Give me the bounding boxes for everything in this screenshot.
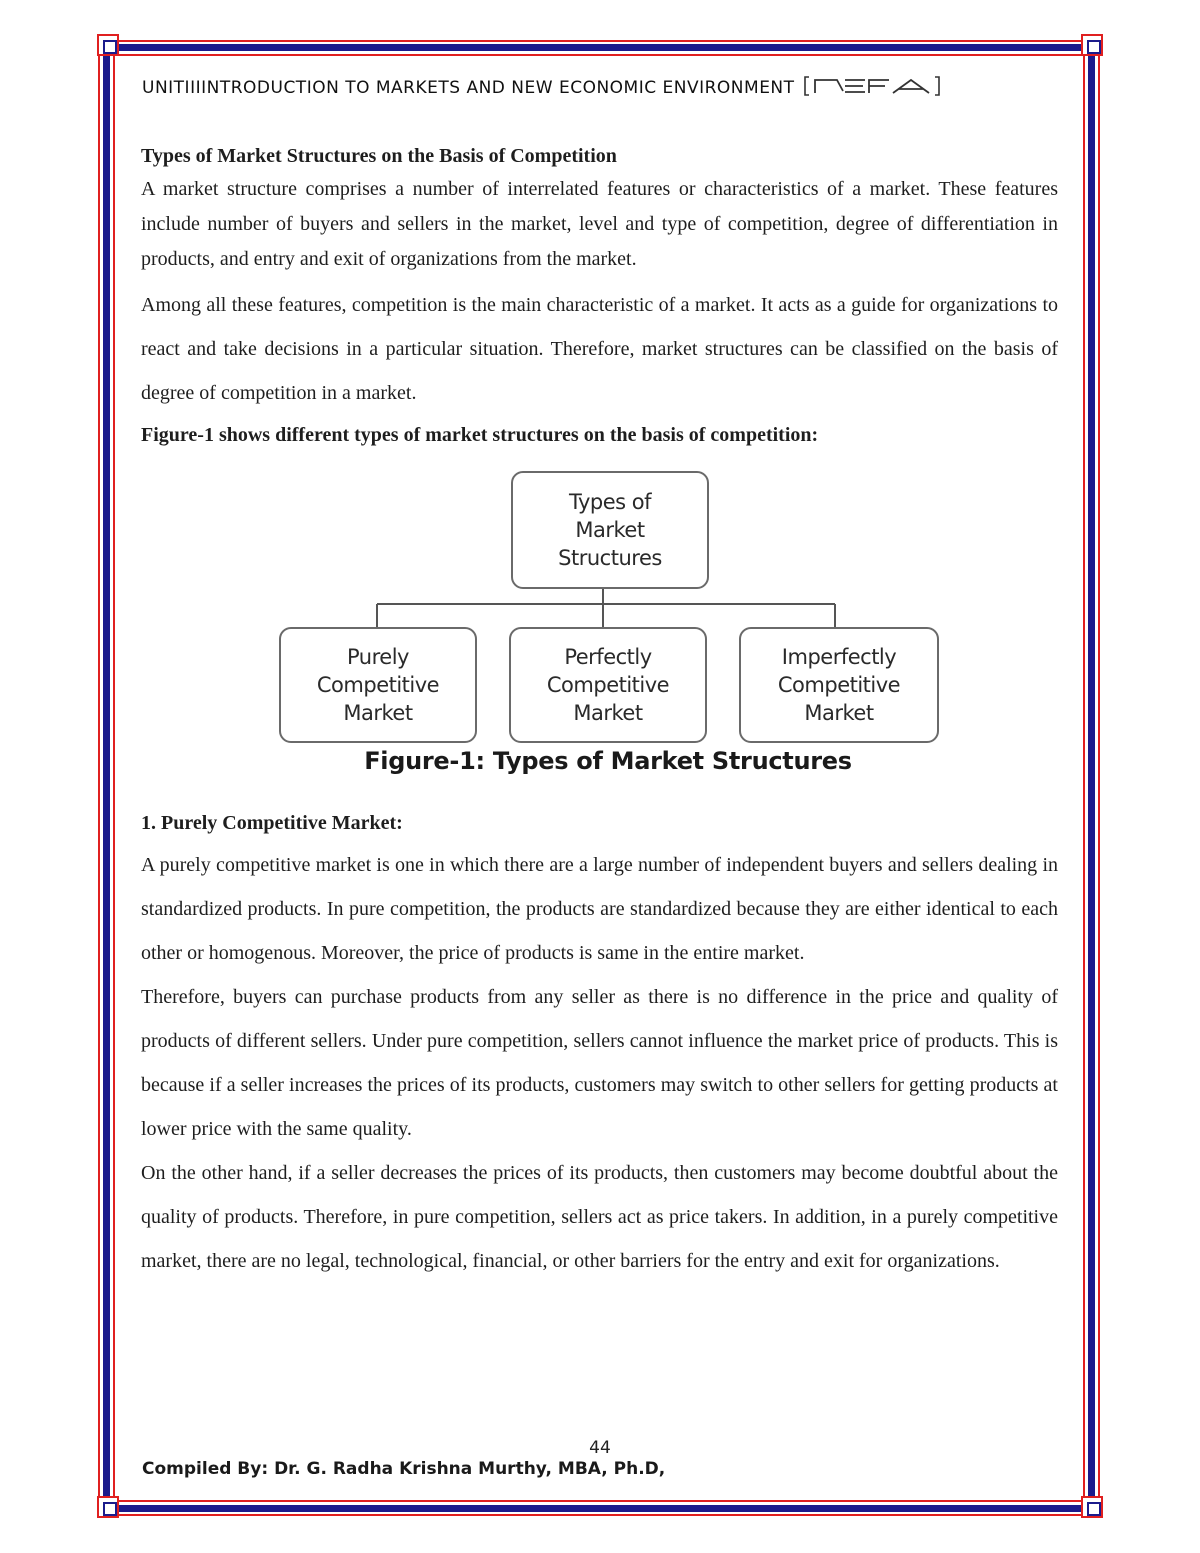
page-header — [142, 74, 1052, 102]
corner-ornament-top-right — [1081, 34, 1103, 56]
node-imperfectly-competitive-market: Imperfectly Competitive Market — [739, 627, 939, 743]
section-heading: Types of Market Structures on the Basis of Competition — [141, 145, 617, 167]
subsection-heading: 1. Purely Competitive Market: — [141, 812, 403, 834]
unit-title: UNITIIIINTRODUCTION TO MARKETS AND NEW ECONOMIC ENVIRONMENT — [142, 78, 795, 98]
figure-intro: Figure-1 shows different types of market structures on the basis of competition: — [141, 424, 819, 446]
corner-ornament-bottom-right — [1081, 1496, 1103, 1518]
compiled-by: Compiled By: Dr. G. Radha Krishna Murthy, MBA, Ph.D, — [142, 1459, 666, 1479]
node-purely-competitive-market: Purely Competitive Market — [279, 627, 477, 743]
corner-ornament-top-left — [97, 34, 119, 56]
mefa-logo — [803, 75, 941, 102]
figure-caption: Figure-1: Types of Market Structures — [364, 747, 852, 775]
section-paragraph-1: A market structure comprises a number of interrelated features or characteristics of a market. These features include number of buyers and sellers in the market, level and type of competition, degree of differentiation in products, and entry and exit of organizations from the market. — [141, 178, 1058, 270]
subsection-paragraph-2: Therefore, buyers can purchase products from any seller as there is no difference in the price and quality of products of different sellers. Under pure competition, sellers cannot influence the market price of products. This is because if a seller increases the prices of its products, customers may switch to other sellers for getting products at lower price with the same quality. — [141, 986, 1058, 1140]
subsection-paragraph-3: On the other hand, if a seller decreases the prices of its products, then customers may become doubtful about the quality of products. Therefore, in pure competition, sellers act as price takers. In addition, in a purely competitive market, there are no legal, technological, financial, or other barriers for the entry and exit for organizations. — [141, 1162, 1058, 1272]
corner-ornament-bottom-left — [97, 1496, 119, 1518]
market-structure-diagram — [245, 463, 965, 805]
node-perfectly-competitive-market: Perfectly Competitive Market — [509, 627, 707, 743]
page-number: 44 — [589, 1438, 611, 1458]
section-paragraph-2: Among all these features, competition is the main characteristic of a market. It acts as a guide for organizations to react and take decisions in a particular situation. Therefore, market structures can be classified on the basis of degree of competition in a market. — [141, 294, 1058, 404]
node-types-of-market-structures: Types of Market Structures — [511, 471, 709, 589]
subsection-paragraph-1: A purely competitive market is one in which there are a large number of independent buyers and sellers dealing in standardized products. In pure competition, the products are standardized because they are either identical to each other or homogenous. Moreover, the price of products is same in the entire market. — [141, 854, 1058, 964]
page-content — [141, 140, 1058, 1283]
